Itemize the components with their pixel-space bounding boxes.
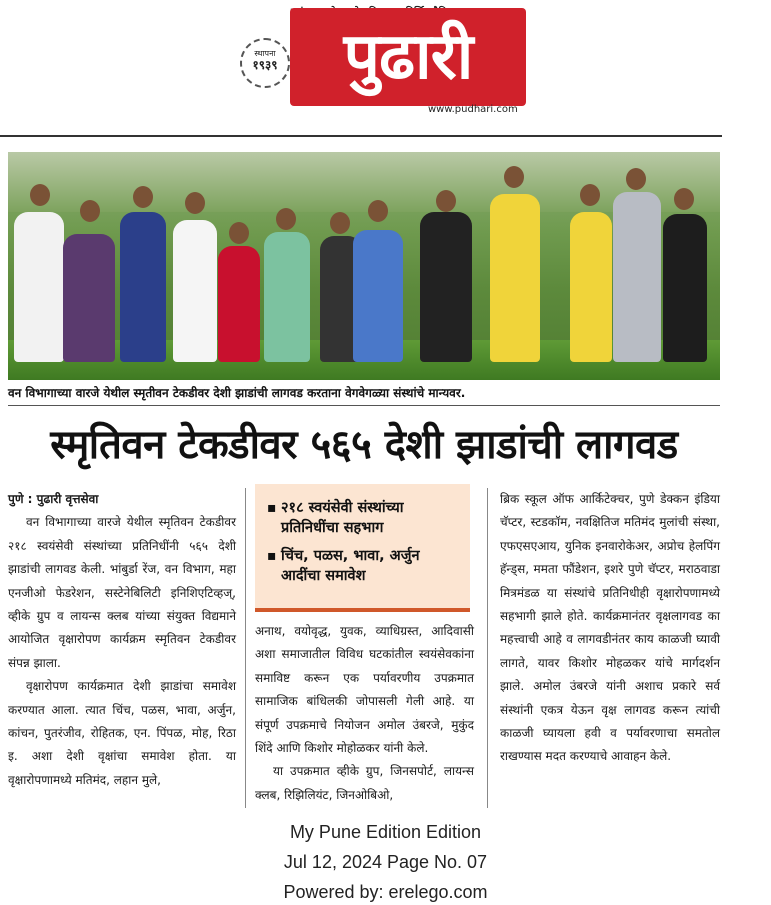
caption-divider [8,405,720,406]
newspaper-logo: पुढारी [290,8,526,106]
photo-person-head [30,184,50,206]
photo-person-head [504,166,524,188]
bullet-icon: ▪ [267,500,277,516]
news-photo [8,152,720,380]
seal-year: १९३९ [252,57,278,72]
photo-person [570,212,612,362]
photo-person-head [133,186,153,208]
column-divider [487,488,488,808]
article-dateline: पुणे : पुढारी वृत्तसेवा [8,492,99,506]
article-column-3 [500,488,720,769]
column-divider [245,488,246,808]
photo-caption: वन विभागाच्या वारजे येथील स्मृतीवन टेकडीवर देशी झाडांची लागवड करताना वेगवेगळ्या संस्थांचे मान्यवर. [8,386,466,400]
founding-seal [240,38,290,88]
article-paragraph: वृक्षारोपण कार्यक्रमात देशी झाडांचा समावेश करण्यात आला. त्यात चिंच, पळस, भावा, अर्जुन, कांचन, पुतरंजीव, रोहितक, एन. पिंपळ, मोह, रिठा इ. अशा देशी वृक्षांचा समावेश होता. या वृक्षारोपणामध्ये मतिमंद, लहान मुले, [8,679,236,787]
bullet-icon: ▪ [267,548,277,564]
photo-person [613,192,661,362]
article-paragraph: ब्रिक स्कूल ऑफ आर्किटेक्चर, पुणे डेक्कन इंडिया चॅप्टर, स्टडकॉम, नवक्षितिज मतिमंद मुलांची संस्था, एफएसएआय, युनिक इनवारोकेअर, अप्रोच हेलपिंग हॅन्ड्स, ममता फौंडेशन, इशरे पुणे चॅप्टर, मराठवाडा मित्रमंडळ या संस्थांचे प्रतिनिधीही वृक्षारोपणामध्ये सहभागी झाले होते. कार्यक्रमानंतर वृक्षलागवड का महत्त्वाची आहे व लागवडीनंतर काय काळजी घ्यावी लागते, यावर किशोर मोहळकर यांचे मार्गदर्शन झाले. अमोल उंबरजे यांनी अशाच प्रकारे सर्व संस्थांनी एकत्र येऊन वृक्ष लागवड करून त्यांची काळजी घ्यायला हवी व पर्यावरणाचा समतोल राखण्यास मदत करण्याचे आवाहन केले. [500,492,720,764]
photo-person [63,234,115,362]
photo-person-head [436,190,456,212]
photo-person [420,212,472,362]
photo-person-head [580,184,600,206]
article-paragraph: अनाथ, वयोवृद्ध, युवक, व्याधिग्रस्त, आदिवासी अशा समाजातील विविध घटकांतील स्वयंसेवकांना समाविष्ट करून एक पर्यावरणीय उपक्रमात सामाजिक बांधिलकी जोपासली गेली आहे. या संपूर्ण उपक्रमाचे नियोजन अमोल उंबरजे, मुकुंद शिंदे आणि किशोर मोहोळकर यांनी केले. [255,624,474,756]
photo-person-head [80,200,100,222]
photo-person-head [330,212,350,234]
photo-person-head [276,208,296,230]
photo-person-head [185,192,205,214]
highlight-text: चिंच, पळस, भावा, अर्जुन आदींचा समावेश [281,548,420,584]
photo-person-head [626,168,646,190]
photo-person [173,220,217,362]
powered-by-label: Powered by: erelego.com [283,882,488,902]
photo-person-head [674,188,694,210]
highlight-text: २१८ स्वयंसेवी संस्थांच्या प्रतिनिधींचा सहभाग [281,500,404,536]
article-headline: स्मृतिवन टेकडीवर ५६५ देशी झाडांची लागवड [50,422,678,468]
photo-person [14,212,64,362]
article-column-1 [8,488,236,792]
highlight-item [267,498,460,538]
photo-person-head [368,200,388,222]
date-page-label: Jul 12, 2024 Page No. 07 [283,852,488,872]
highlight-box [255,484,470,612]
photo-person [353,230,403,362]
article-column-2 [255,620,474,807]
photo-person [663,214,707,362]
photo-person [218,246,260,362]
edition-label: My Pune Edition Edition [289,822,482,842]
photo-person [264,232,310,362]
highlight-item [267,546,460,586]
article-paragraph: वन विभागाच्या वारजे येथील स्मृतिवन टेकडीवर २१८ स्वयंसेवी संस्थांच्या प्रतिनिधींनी ५६५ देशी झाडांची लागवड केली. भांबुर्डा रेंज, वन विभाग, महा एनजीओ फेडरेशन, सस्टेनेबिलिटी इनिशिएटिव्हज्, व्हीके ग्रुप व लायन्स क्लब यांच्या संयुक्त विद्यमाने आयोजित वृक्षारोपण कार्यक्रम स्मृतिवन टेकडीवर संपन्न झाला. [8,515,236,670]
photo-person-head [229,222,249,244]
seal-label: स्थापना [254,49,276,58]
photo-person [490,194,540,362]
article-paragraph: या उपक्रमात व्हीके ग्रुप, जिनसपोर्ट, लायन्स क्लब, रिझिलियंट, जिनओबिओ, [255,764,474,802]
photo-person [120,212,166,362]
masthead-divider [0,135,722,137]
masthead-url: www.pudhari.com [428,104,518,115]
